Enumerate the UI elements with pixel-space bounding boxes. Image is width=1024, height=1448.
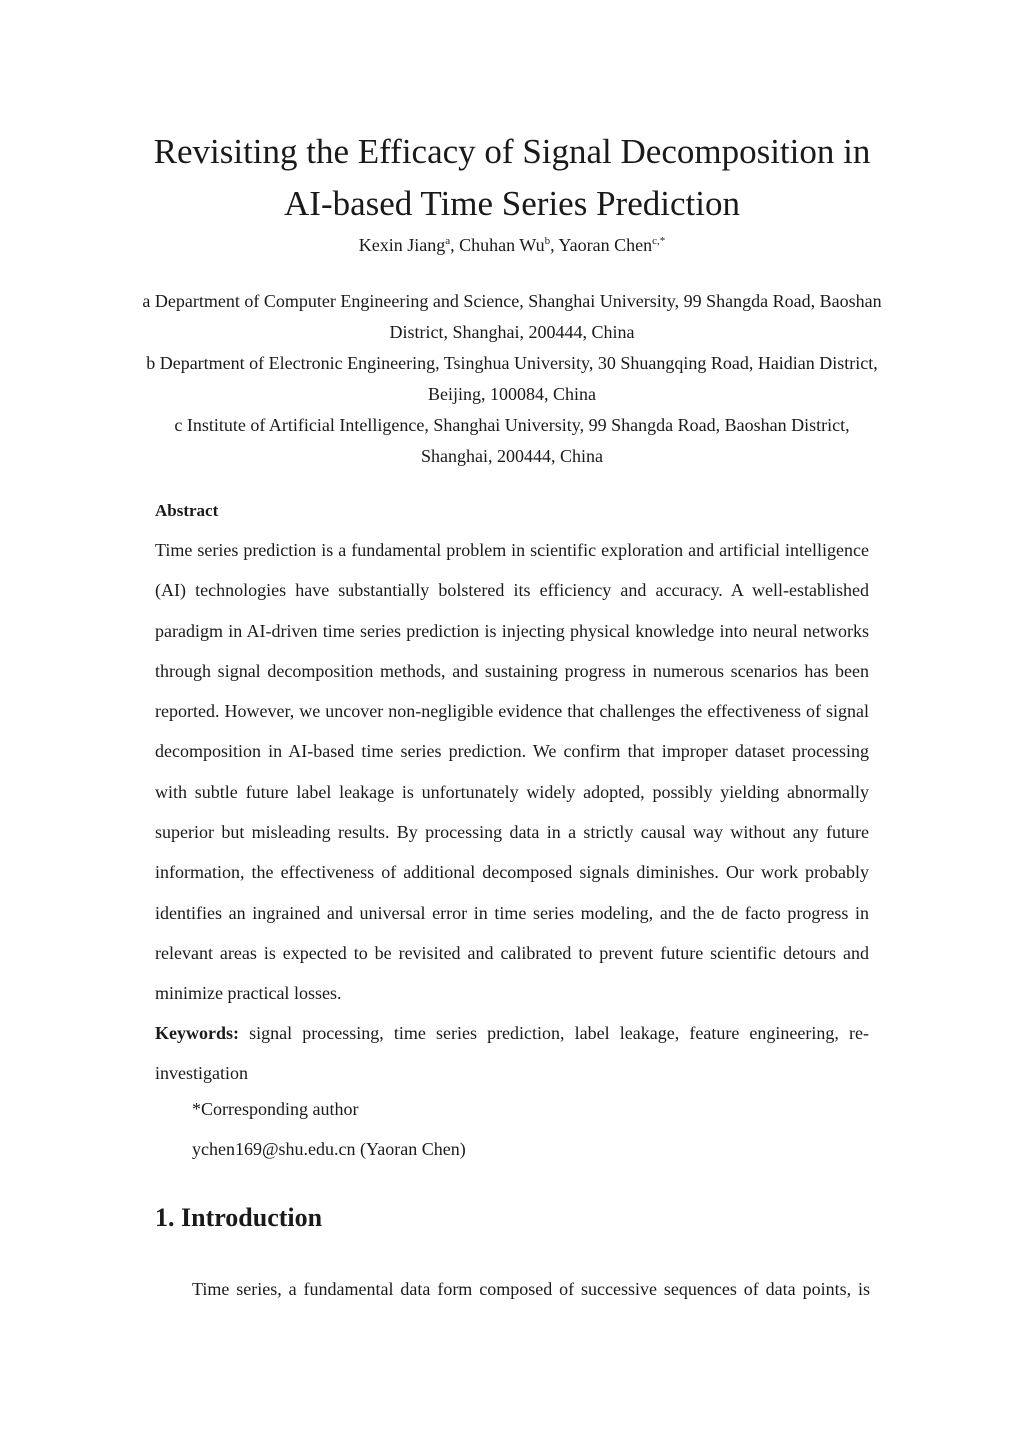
author-affiliation-mark: b (544, 235, 551, 247)
author-list: Kexin Jiang$^a$, Chuhan Wu$^b$, Yaoran Chen$^{c,*}$ (358, 235, 666, 255)
affiliation-list (140, 286, 884, 472)
title-line-2: AI-based Time Series Prediction (284, 184, 740, 223)
author-name: Kexin Jiang (358, 235, 446, 255)
author-affiliation-mark: c,* (652, 235, 666, 247)
section-heading-introduction: 1. Introduction (155, 1203, 323, 1232)
corresponding-author-note: *Corresponding author (192, 1099, 359, 1119)
introduction-text: Time series, a fundamental data form composed of successive sequences of data points, is (192, 1279, 870, 1299)
keywords (155, 1013, 869, 1093)
keywords-label: Keywords: (155, 1023, 239, 1043)
affiliation-c: c Institute of Artificial Intelligence, Shanghai University, 99 Shangda Road, Baoshan District, Shanghai, 200444, China (174, 415, 850, 466)
author-affiliation-mark: a (445, 235, 451, 247)
keywords-text: signal processing, time series prediction, label leakage, feature engineering, re-investigation (155, 1023, 869, 1083)
title-line-1: Revisiting the Efficacy of Signal Decomposition in (153, 132, 871, 171)
affiliation-a: a Department of Computer Engineering and Science, Shanghai University, 99 Shangda Road, Baoshan District, Shanghai, 200444, China (142, 291, 882, 342)
abstract-text: Time series prediction is a fundamental problem in scientific exploration and artificial intelligence (AI) technologies have substantially bolstered its efficiency and accuracy. A well-established paradigm in AI-driven time series prediction is injecting physical knowledge into neural networks through signal decomposition methods, and sustaining progress in numerous scenarios has been reported. However, we uncover non-negligible evidence that challenges the effectiveness of signal decomposition in AI-based time series prediction. We confirm that improper dataset processing with subtle future label leakage is unfortunately widely adopted, possibly yielding abnormally superior but misleading results. By processing data in a strictly causal way without any future information, the effectiveness of additional decomposed signals diminishes. Our work probably identifies an ingrained and universal error in time series modeling, and the de facto progress in relevant areas is expected to be revisited and calibrated to prevent future scientific detours and minimize practical losses. (155, 540, 869, 1004)
author-name: Yaoran Chen (558, 235, 653, 255)
author-name: Chuhan Wu (459, 235, 545, 255)
corresponding-author-email: ychen169@shu.edu.cn (Yaoran Chen) (192, 1139, 466, 1159)
affiliation-b: b Department of Electronic Engineering, Tsinghua University, 30 Shuangqing Road, Haidian District, Beijing, 100084, China (146, 353, 878, 404)
paper-title (100, 126, 924, 230)
abstract-heading: Abstract (155, 501, 219, 520)
